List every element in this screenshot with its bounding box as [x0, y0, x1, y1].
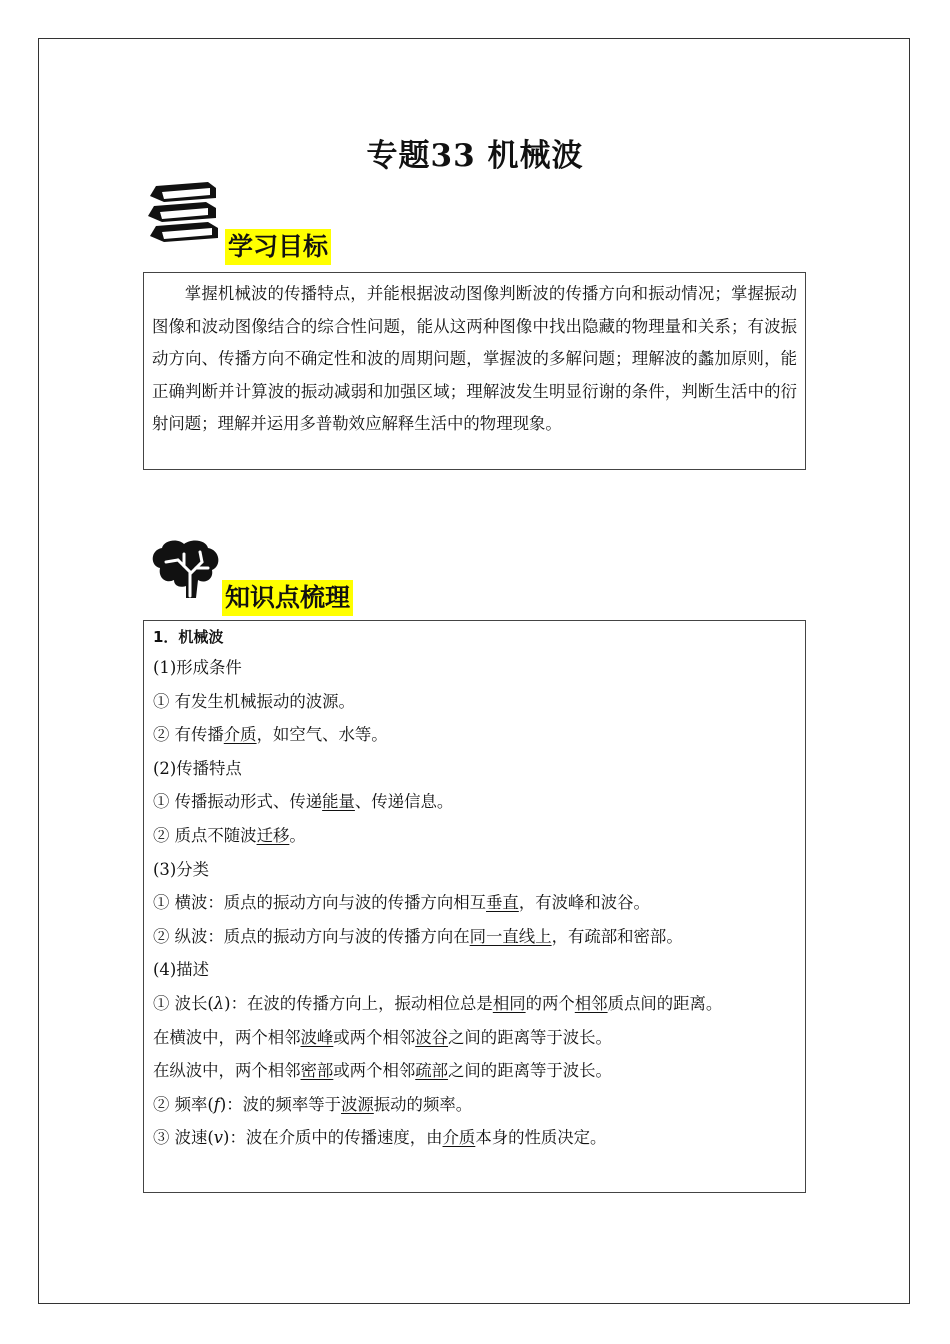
text: 的两个 [525, 993, 575, 1013]
text: 本身的性质决定。 [475, 1128, 607, 1148]
subheading-features: (2)传播特点 [153, 758, 242, 778]
text: )：在波的传播方向上，振动相位总是 [224, 993, 493, 1013]
text: 之间的距离等于波长。 [448, 1027, 612, 1047]
goals-heading: 学习目标 [225, 229, 331, 265]
description-longitudinal [153, 1054, 797, 1088]
goals-text: 掌握机械波的传播特点，并能根据波动图像判断波的传播方向和振动情况；掌握振动图像和波动图像结合的综合性问题，能从这两种图像中找出隐藏的物理量和关系；有波振动方向、传播方向不确定性和波的周期问题，掌握波的多解问题；理解波的蠡加原则，能正确判断并计算波的振动减弱和加强区域；理解波发生明显衍谢的条件，判断生活中的衍射问题；理解并运用多普勒效应解释生活中的物理现象。 [152, 284, 797, 434]
description-speed [153, 1121, 797, 1155]
knowledge-heading: 知识点梳理 [222, 580, 353, 616]
text: ，如空气、水等。 [256, 725, 388, 745]
symbol: v [213, 1128, 224, 1148]
underlined-term: 介质 [442, 1128, 476, 1148]
symbol: f [213, 1094, 220, 1114]
underlined-term: 垂直 [486, 893, 519, 913]
features-b [153, 819, 797, 853]
text: 或两个相邻 [333, 1027, 416, 1047]
text: ① 横波：质点的振动方向与波的传播方向相互 [153, 893, 487, 913]
description-wavelength [153, 987, 797, 1021]
features-a [153, 785, 797, 819]
text: 或两个相邻 [333, 1061, 416, 1081]
text: ① 传播振动形式、传递 [153, 792, 323, 812]
underlined-term: 波谷 [415, 1027, 449, 1047]
books-icon [146, 180, 222, 252]
text: )：波在介质中的传播速度，由 [223, 1128, 443, 1148]
underlined-term: 迁移 [256, 825, 290, 845]
text: 在横波中，两个相邻 [153, 1027, 301, 1047]
text: 质点间的距离。 [607, 993, 723, 1013]
subheading-formation: (1)形成条件 [153, 658, 242, 677]
text: ① 波长( [153, 993, 214, 1013]
text: 之间的距离等于波长。 [448, 1061, 612, 1081]
text: ② 频率( [153, 1094, 214, 1114]
underlined-term: 相同 [492, 993, 526, 1013]
text: ② 质点不随波 [153, 825, 257, 845]
classification-a [153, 886, 797, 920]
subheading-description: (4)描述 [153, 960, 209, 980]
text: 振动的频率。 [373, 1094, 473, 1114]
description-transverse [153, 1021, 797, 1055]
subheading-classification: (3)分类 [153, 859, 209, 879]
underlined-term: 波峰 [300, 1027, 334, 1047]
text: 、传递信息。 [354, 792, 454, 812]
text: ② 纵波：质点的振动方向与波的传播方向在 [153, 926, 470, 946]
underlined-term: 疏部 [415, 1061, 449, 1081]
goals-box [143, 272, 806, 470]
description-frequency [153, 1088, 797, 1122]
symbol: λ [213, 993, 225, 1013]
underlined-term: 相邻 [574, 993, 608, 1013]
underlined-term: 介质 [223, 725, 257, 745]
text: )：波的频率等于 [219, 1094, 341, 1114]
formation-a: ① 有发生机械振动的波源。 [153, 691, 355, 711]
text: ② 有传播 [153, 725, 224, 745]
text: ，有波峰和波谷。 [518, 893, 650, 913]
text: 在纵波中，两个相邻 [153, 1061, 301, 1081]
text: ，有疏部和密部。 [551, 926, 683, 946]
brain-tree-icon [148, 538, 222, 600]
underlined-term: 同一直线上 [469, 926, 552, 946]
underlined-term: 波源 [341, 1094, 374, 1114]
knowledge-box [143, 620, 806, 1193]
formation-b [153, 718, 797, 752]
text: 。 [289, 825, 306, 845]
underlined-term: 密部 [300, 1061, 334, 1081]
classification-b [153, 920, 797, 954]
text: ③ 波速( [153, 1128, 214, 1148]
underlined-term: 能量 [322, 792, 355, 812]
item-1-title: 1．机械波 [153, 628, 224, 646]
page-title: 专题33 机械波 [366, 138, 584, 174]
